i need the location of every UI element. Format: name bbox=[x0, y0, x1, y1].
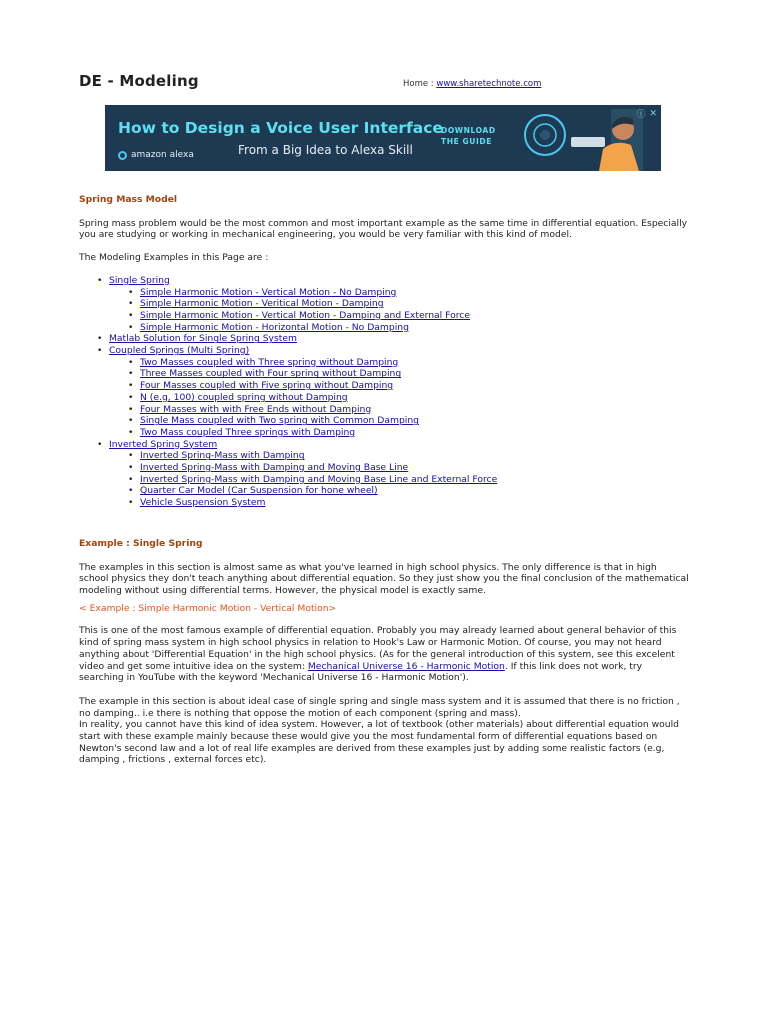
bullet-icon: • bbox=[128, 321, 134, 333]
toc-subitem bbox=[79, 368, 689, 380]
spring-mass-intro: Spring mass problem would be the most common and most important example as the same time in differential equation. Especially you are studying or working in mechanical engineering, you would be very familiar with this kind of model. bbox=[79, 217, 688, 241]
toc-subitem bbox=[79, 427, 689, 439]
ad-brand-label: amazon alexa bbox=[131, 150, 194, 160]
toc-subitem bbox=[79, 415, 689, 427]
toc-subitem bbox=[79, 462, 689, 474]
toc-subitem bbox=[79, 357, 689, 369]
toc-sublink[interactable]: Vehicle Suspension System bbox=[140, 497, 266, 509]
toc-subitem bbox=[79, 380, 689, 392]
home-link-line bbox=[403, 79, 541, 89]
bullet-icon: • bbox=[128, 368, 134, 380]
toc-sublink[interactable]: Inverted Spring-Mass with Damping bbox=[140, 450, 305, 462]
toc-sublink[interactable]: Two Mass coupled Three springs with Damping bbox=[140, 426, 356, 438]
bullet-icon: • bbox=[128, 403, 134, 415]
toc-link[interactable]: Single Spring bbox=[109, 274, 170, 286]
table-of-contents bbox=[79, 275, 689, 509]
bullet-icon: • bbox=[97, 274, 103, 286]
toc-sublink[interactable]: Three Masses coupled with Four spring without Damping bbox=[140, 368, 402, 380]
toc-sublink[interactable]: Four Masses with with Free Ends without Damping bbox=[140, 403, 372, 415]
toc-item bbox=[79, 345, 689, 439]
bullet-icon: • bbox=[128, 485, 134, 497]
toc-subitem bbox=[79, 474, 689, 486]
ad-info[interactable] bbox=[636, 107, 657, 120]
ad-brand bbox=[118, 148, 194, 162]
examples-list-intro: The Modeling Examples in this Page are : bbox=[79, 252, 269, 264]
toc-sublink[interactable]: Simple Harmonic Motion - Vertical Motion - Damping and External Force bbox=[140, 309, 470, 321]
toc-sublink[interactable]: Two Masses coupled with Three spring without Damping bbox=[140, 356, 399, 368]
bullet-icon: • bbox=[128, 356, 134, 368]
advertisement-banner[interactable] bbox=[105, 105, 661, 171]
paragraph-text: This is one of the most famous example of differential equation. Probably you may already learned about general behavior of this kind of spring mass system in high school physics in relation to Hook's Law or Harmonic Motion. Of course, you may not heard anything about 'Differential Equation' in the high school physics. (As for the general introduction of this system, see this excelent video and get some intuitive idea on the system: bbox=[79, 625, 677, 672]
toc-sublink[interactable]: Single Mass coupled with Two spring with Common Damping bbox=[140, 415, 419, 427]
toc-sublink[interactable]: Simple Harmonic Motion - Horizontal Motion - No Damping bbox=[140, 321, 409, 333]
toc-sublist bbox=[109, 357, 689, 439]
ad-cta-line1: DOWNLOAD bbox=[441, 126, 496, 135]
section-heading-single-spring: Example : Single Spring bbox=[79, 537, 203, 549]
bullet-icon: • bbox=[128, 298, 134, 310]
toc-subitem bbox=[79, 450, 689, 462]
harmonic-motion-paragraph bbox=[79, 625, 689, 684]
home-label: Home : bbox=[403, 79, 434, 89]
alexa-logo-icon bbox=[118, 151, 127, 160]
ideal-case-paragraph: The example in this section is about ideal case of single spring and single mass system and it is assumed that there is no friction , no damping.. i.e there is nothing that oppose the motion of each component (spring and mass). bbox=[79, 695, 680, 719]
bullet-icon: • bbox=[128, 450, 134, 462]
bullet-icon: • bbox=[128, 497, 134, 509]
ad-headline: How to Design a Voice User Interface bbox=[118, 119, 443, 137]
toc-subitem bbox=[79, 404, 689, 416]
ad-subline: From a Big Idea to Alexa Skill bbox=[238, 143, 413, 157]
toc-link[interactable]: Inverted Spring System bbox=[109, 438, 218, 450]
toc-subitem bbox=[79, 392, 689, 404]
toc-item bbox=[79, 275, 689, 334]
paragraph-text: . If this link does not work, try searching in YouTube with the keyword 'Mechanical Universe 16 - Harmonic Motion'). bbox=[79, 660, 643, 684]
ad-close-icon[interactable]: ✕ bbox=[649, 108, 657, 119]
single-spring-intro: The examples in this section is almost same as what you've learned in high school physics. The only difference is that in high school physics they don't teach anything about differential equation. So they just show you the final conclusion of the mathematical modeling without using differential terms. However, the physical model is exactly same. bbox=[79, 561, 689, 596]
toc-link[interactable]: Matlab Solution for Single Spring System bbox=[109, 333, 297, 345]
toc-sublist bbox=[109, 450, 689, 509]
bullet-icon: • bbox=[128, 462, 134, 474]
toc-subitem bbox=[79, 310, 689, 322]
toc-link[interactable]: Coupled Springs (Multi Spring) bbox=[109, 345, 250, 357]
toc-sublink[interactable]: Quarter Car Model (Car Suspension for hone wheel) bbox=[140, 485, 378, 497]
toc-sublink[interactable]: Inverted Spring-Mass with Damping and Moving Base Line bbox=[140, 462, 409, 474]
toc-subitem bbox=[79, 287, 689, 299]
bullet-icon: • bbox=[128, 473, 134, 485]
bullet-icon: • bbox=[128, 309, 134, 321]
section-heading-spring-mass: Spring Mass Model bbox=[79, 194, 178, 205]
home-link[interactable]: www.sharetechnote.com bbox=[436, 79, 542, 89]
example-subheading: < Example : Simple Harmonic Motion - Vertical Motion> bbox=[79, 602, 337, 614]
bullet-icon: • bbox=[128, 286, 134, 298]
toc-subitem bbox=[79, 497, 689, 509]
page-title: DE - Modeling bbox=[79, 72, 199, 90]
ad-cta[interactable] bbox=[441, 125, 511, 147]
toc-item bbox=[79, 439, 689, 509]
toc-sublink[interactable]: N (e.g, 100) coupled spring without Damping bbox=[140, 391, 348, 403]
toc-sublink[interactable]: Simple Harmonic Motion - Vertical Motion - No Damping bbox=[140, 286, 397, 298]
article-content bbox=[79, 194, 689, 766]
bullet-icon: • bbox=[128, 426, 134, 438]
toc-sublink[interactable]: Simple Harmonic Motion - Veritical Motion - Damping bbox=[140, 298, 384, 310]
ad-info-icon[interactable]: ⓘ bbox=[636, 110, 646, 120]
mechanical-universe-link[interactable]: Mechanical Universe 16 - Harmonic Motion bbox=[307, 660, 505, 672]
bullet-icon: • bbox=[97, 438, 103, 450]
toc-subitem bbox=[79, 485, 689, 497]
reality-paragraph: In reality, you cannot have this kind of idea system. However, a lot of textbook (other materials) about differential equation would start with these example mainly because these would give you the most fundamental form of differential equations based on Newton's second law and a lot of real life examples are derived from these examples just by adding some realistic factors (e.g, damping , frictions , external forces etc). bbox=[79, 719, 679, 766]
toc-sublink[interactable]: Inverted Spring-Mass with Damping and Moving Base Line and External Force bbox=[140, 473, 498, 485]
bullet-icon: • bbox=[97, 333, 103, 345]
bullet-icon: • bbox=[97, 345, 103, 357]
bullet-icon: • bbox=[128, 415, 134, 427]
bullet-icon: • bbox=[128, 380, 134, 392]
toc-subitem bbox=[79, 322, 689, 334]
toc-sublist bbox=[109, 287, 689, 334]
toc-sublink[interactable]: Four Masses coupled with Five spring without Damping bbox=[140, 380, 394, 392]
ad-cta-line2: THE GUIDE bbox=[441, 137, 492, 146]
toc-item bbox=[79, 333, 689, 345]
bullet-icon: • bbox=[128, 391, 134, 403]
toc-subitem bbox=[79, 298, 689, 310]
